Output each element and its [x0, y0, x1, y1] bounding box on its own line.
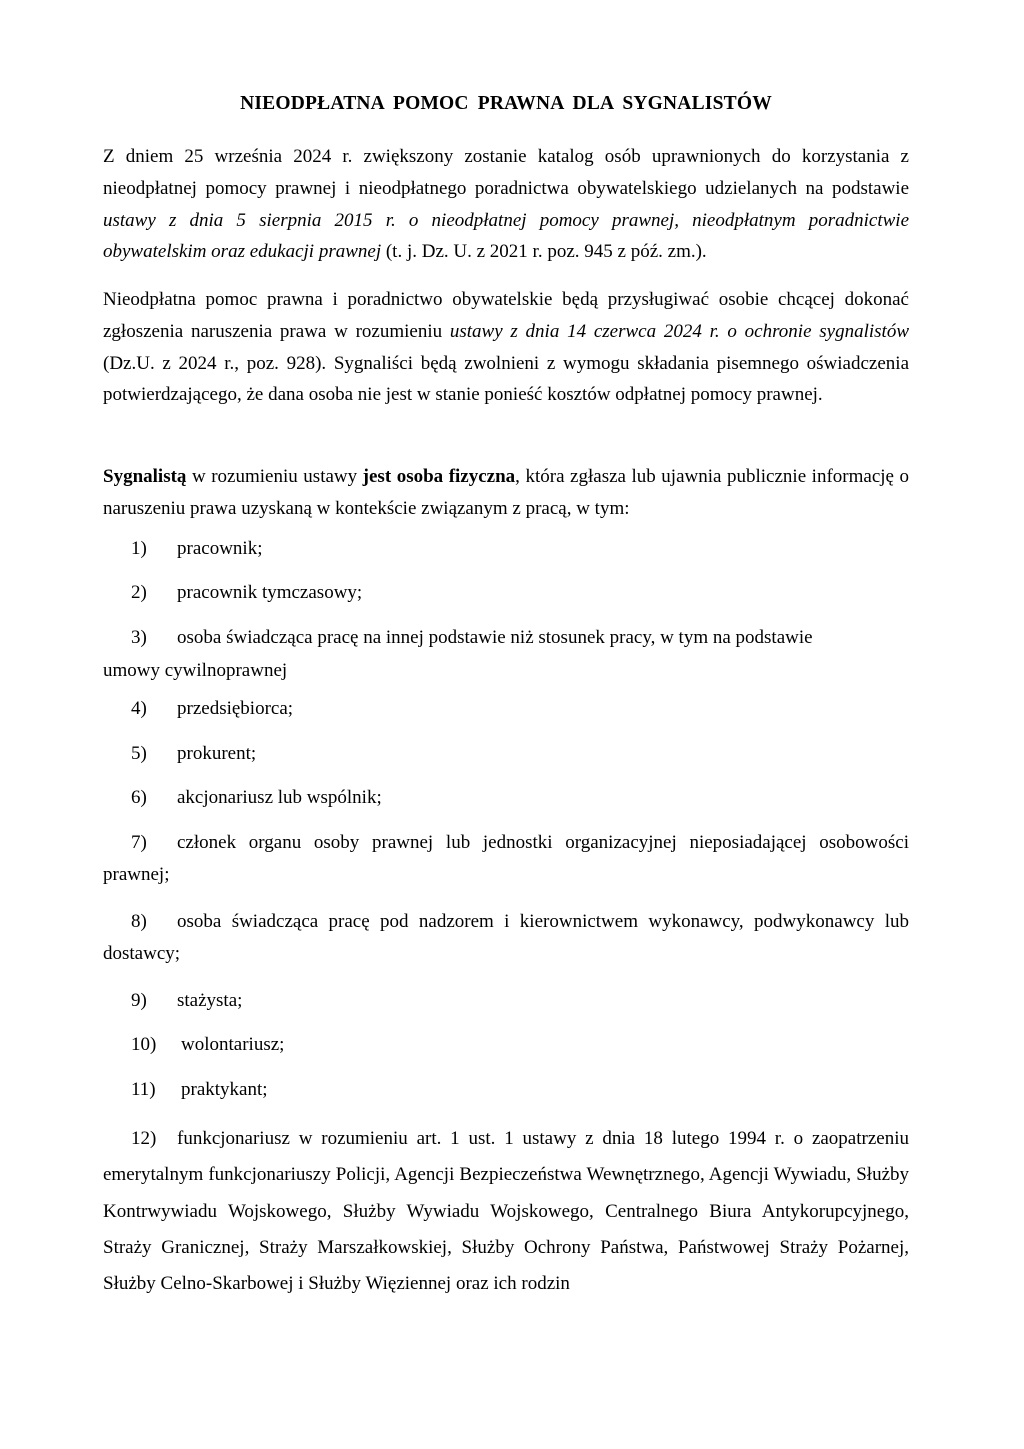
list-item-text: osoba świadcząca pracę na innej podstawie niż stosunek pracy, w tym na podstawie [177, 627, 813, 648]
paragraph-intro [103, 141, 909, 268]
list-number: 12) [131, 1128, 157, 1149]
paragraph-intro-citation: (t. j. Dz. U. z 2021 r. poz. 945 z póź. zm.). [381, 241, 707, 263]
list-number: 10) [131, 1034, 157, 1055]
list-number: 2) [131, 582, 147, 603]
list-item-text: praktykant; [181, 1079, 268, 1100]
list-item-continuation: umowy cywilnoprawnej [103, 659, 288, 681]
definition-text-rest: , która zgłasza lub ujawnia publicznie informację o naruszeniu prawa uzyskaną w kontekście związanym z pracą, w tym: [103, 466, 910, 519]
list-item-text: funkcjonariusz w rozumieniu art. 1 ust. 1 ustawy z dnia 18 lutego 1994 r. o zaopatrzeniu emerytalnym funkcjonariuszy Policji, Agencji Bezpieczeństwa Wewnętrznego, Agencji Wywiadu, Służby Kontrwywiadu Wojskowego, Służby Wywiadu Wojskowego, Centralnego Biura Antykorupcyjnego, Straży Granicznej, Straży Marszałkowskiej, Służby Ochrony Państwa, Państwowej Straży Pożarnej, Służby Celno-Skarbowej i Służby Więziennej oraz ich rodzin [103, 1128, 909, 1295]
list-item-text: członek organu osoby prawnej lub jednostki organizacyjnej nieposiadającej osobowości prawnej; [103, 832, 909, 885]
list-item [103, 827, 909, 891]
paragraph-eligibility-text: Nieodpłatna pomoc prawna i poradnictwo obywatelskie będą przysługiwać osobie chcącej dokonać zgłoszenia naruszenia prawa w rozumieniu [103, 289, 909, 342]
list-number: 4) [131, 698, 147, 719]
list-item [103, 1121, 909, 1302]
definition-bold: jest osoba fizyczna [362, 466, 516, 487]
list-number: 7) [131, 832, 147, 853]
list-number: 6) [131, 787, 147, 808]
list-item-text: przedsiębiorca; [177, 698, 294, 719]
list-item [103, 693, 909, 725]
list-item-text: pracownik; [177, 538, 263, 559]
list-item [103, 1074, 909, 1106]
list-number: 5) [131, 743, 147, 764]
list-number: 11) [131, 1079, 156, 1100]
list-item [103, 906, 909, 970]
list-item-text: wolontariusz; [181, 1034, 285, 1055]
list-item-text: pracownik tymczasowy; [177, 582, 363, 603]
paragraph-eligibility-rest: (Dz.U. z 2024 r., poz. 928). Sygnaliści będą zwolnieni z wymogu składania pisemnego oświadczenia potwierdzającego, że dana osoba nie jest w stanie ponieść kosztów odpłatnej pomocy prawnej. [103, 352, 909, 406]
list-number: 1) [131, 538, 147, 559]
list-number: 8) [131, 911, 147, 932]
list-item [103, 782, 909, 814]
list-number: 3) [131, 627, 147, 648]
list-item-text: akcjonariusz lub wspólnik; [177, 787, 382, 808]
list-number: 9) [131, 990, 147, 1011]
paragraph-eligibility [103, 284, 909, 411]
list-item [103, 577, 909, 609]
law-reference-italic: ustawy z dnia 14 czerwca 2024 r. o ochronie sygnalistów [449, 320, 909, 342]
list-item-text: prokurent; [177, 743, 257, 764]
paragraph-intro-text: Z dniem 25 września 2024 r. zwiększony zostanie katalog osób uprawnionych do korzystania z nieodpłatnej pomocy prawnej i nieodpłatnego poradnictwa obywatelskiego udzielanych na podstawie [103, 146, 909, 199]
definition-term: Sygnalistą [103, 466, 187, 487]
document-title: NIEODPŁATNA POMOC PRAWNA DLA SYGNALISTÓW [240, 93, 772, 114]
paragraph-definition [103, 461, 909, 525]
list-item-text: stażysta; [177, 990, 243, 1011]
list-item [103, 985, 909, 1017]
list-item [103, 622, 909, 687]
list-item [103, 533, 909, 565]
definition-text: w rozumieniu ustawy [186, 466, 363, 487]
law-reference-italic: ustawy z dnia 5 sierpnia 2015 r. o nieodpłatnej pomocy prawnej, nieodpłatnym poradnictwie obywatelskim oraz edukacji prawnej [103, 209, 909, 263]
list-item [103, 1029, 909, 1061]
list-item-text: osoba świadcząca pracę pod nadzorem i kierownictwem wykonawcy, podwykonawcy lub dostawcy; [103, 911, 909, 964]
list-item [103, 738, 909, 770]
